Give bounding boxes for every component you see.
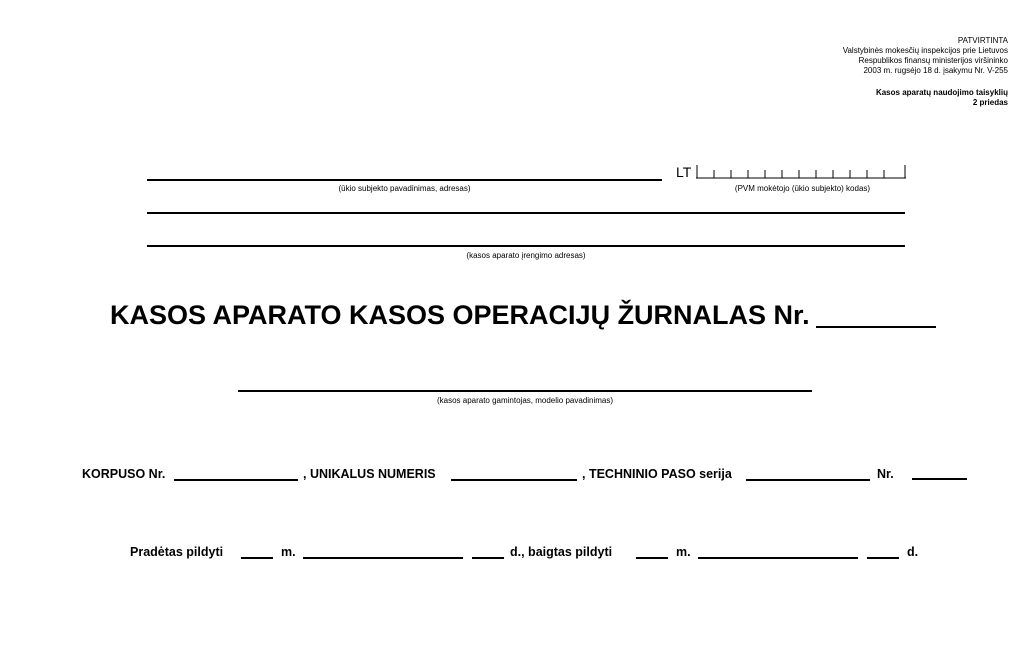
- unique-number-field[interactable]: [451, 479, 577, 481]
- end-day-field[interactable]: [867, 557, 899, 559]
- end-d-label: d.: [907, 545, 919, 559]
- unikalus-label: , UNIKALUS NUMERIS: [303, 467, 436, 481]
- passport-number-field[interactable]: [912, 478, 967, 480]
- end-month-field[interactable]: [698, 557, 858, 559]
- journal-title-text: KASOS APARATO KASOS OPERACIJŲ ŽURNALAS Nr.: [110, 300, 810, 330]
- start-m-label: m.: [281, 545, 296, 559]
- approval-line: PATVIRTINTA: [957, 36, 1008, 45]
- subject-caption: (ūkio subjekto pavadinimas, adresas): [338, 184, 471, 193]
- korpuso-label: KORPUSO Nr.: [82, 467, 166, 481]
- passport-series-field[interactable]: [746, 479, 870, 481]
- korpuso-field[interactable]: [174, 479, 298, 481]
- install-caption: (kasos aparato įrengimo adresas): [466, 251, 586, 260]
- approval-line: Valstybinės mokesčių inspekcijos prie Lietuvos: [842, 46, 1008, 55]
- manufacturer-caption: (kasos aparato gamintojas, modelio pavadinimas): [436, 396, 614, 405]
- techninio-label: , TECHNINIO PASO serija: [582, 467, 732, 481]
- vat-code-boxes[interactable]: [696, 165, 906, 179]
- start-month-field[interactable]: [303, 557, 463, 559]
- pradetas-label: Pradėtas pildyti: [130, 545, 224, 559]
- baigtas-label: d., baigtas pildyti: [510, 545, 613, 559]
- approval-line: 2003 m. rugsėjo 18 d. įsakymu Nr. V-255: [863, 66, 1008, 75]
- vat-caption: (PVM mokėtojo (ūkio subjekto) kodas): [734, 184, 871, 193]
- annex-label: 2 priedas: [972, 98, 1008, 107]
- journal-number-line[interactable]: [816, 326, 936, 328]
- approval-line: Respublikos finansų ministerijos viršininko: [858, 56, 1008, 65]
- end-m-label: m.: [676, 545, 691, 559]
- lt-label: LT: [676, 164, 692, 180]
- start-day-field[interactable]: [472, 557, 504, 559]
- journal-title: [110, 300, 810, 331]
- end-year-field[interactable]: [636, 557, 668, 559]
- install-address-line[interactable]: [147, 245, 905, 247]
- approval-block: [843, 36, 1008, 108]
- subject-address-line[interactable]: [147, 212, 905, 214]
- subject-name-line[interactable]: [147, 179, 662, 181]
- rules-title: Kasos aparatų naudojimo taisyklių: [875, 88, 1008, 97]
- start-year-field[interactable]: [241, 557, 273, 559]
- manufacturer-line[interactable]: [238, 390, 812, 392]
- nr-label: Nr.: [877, 467, 894, 481]
